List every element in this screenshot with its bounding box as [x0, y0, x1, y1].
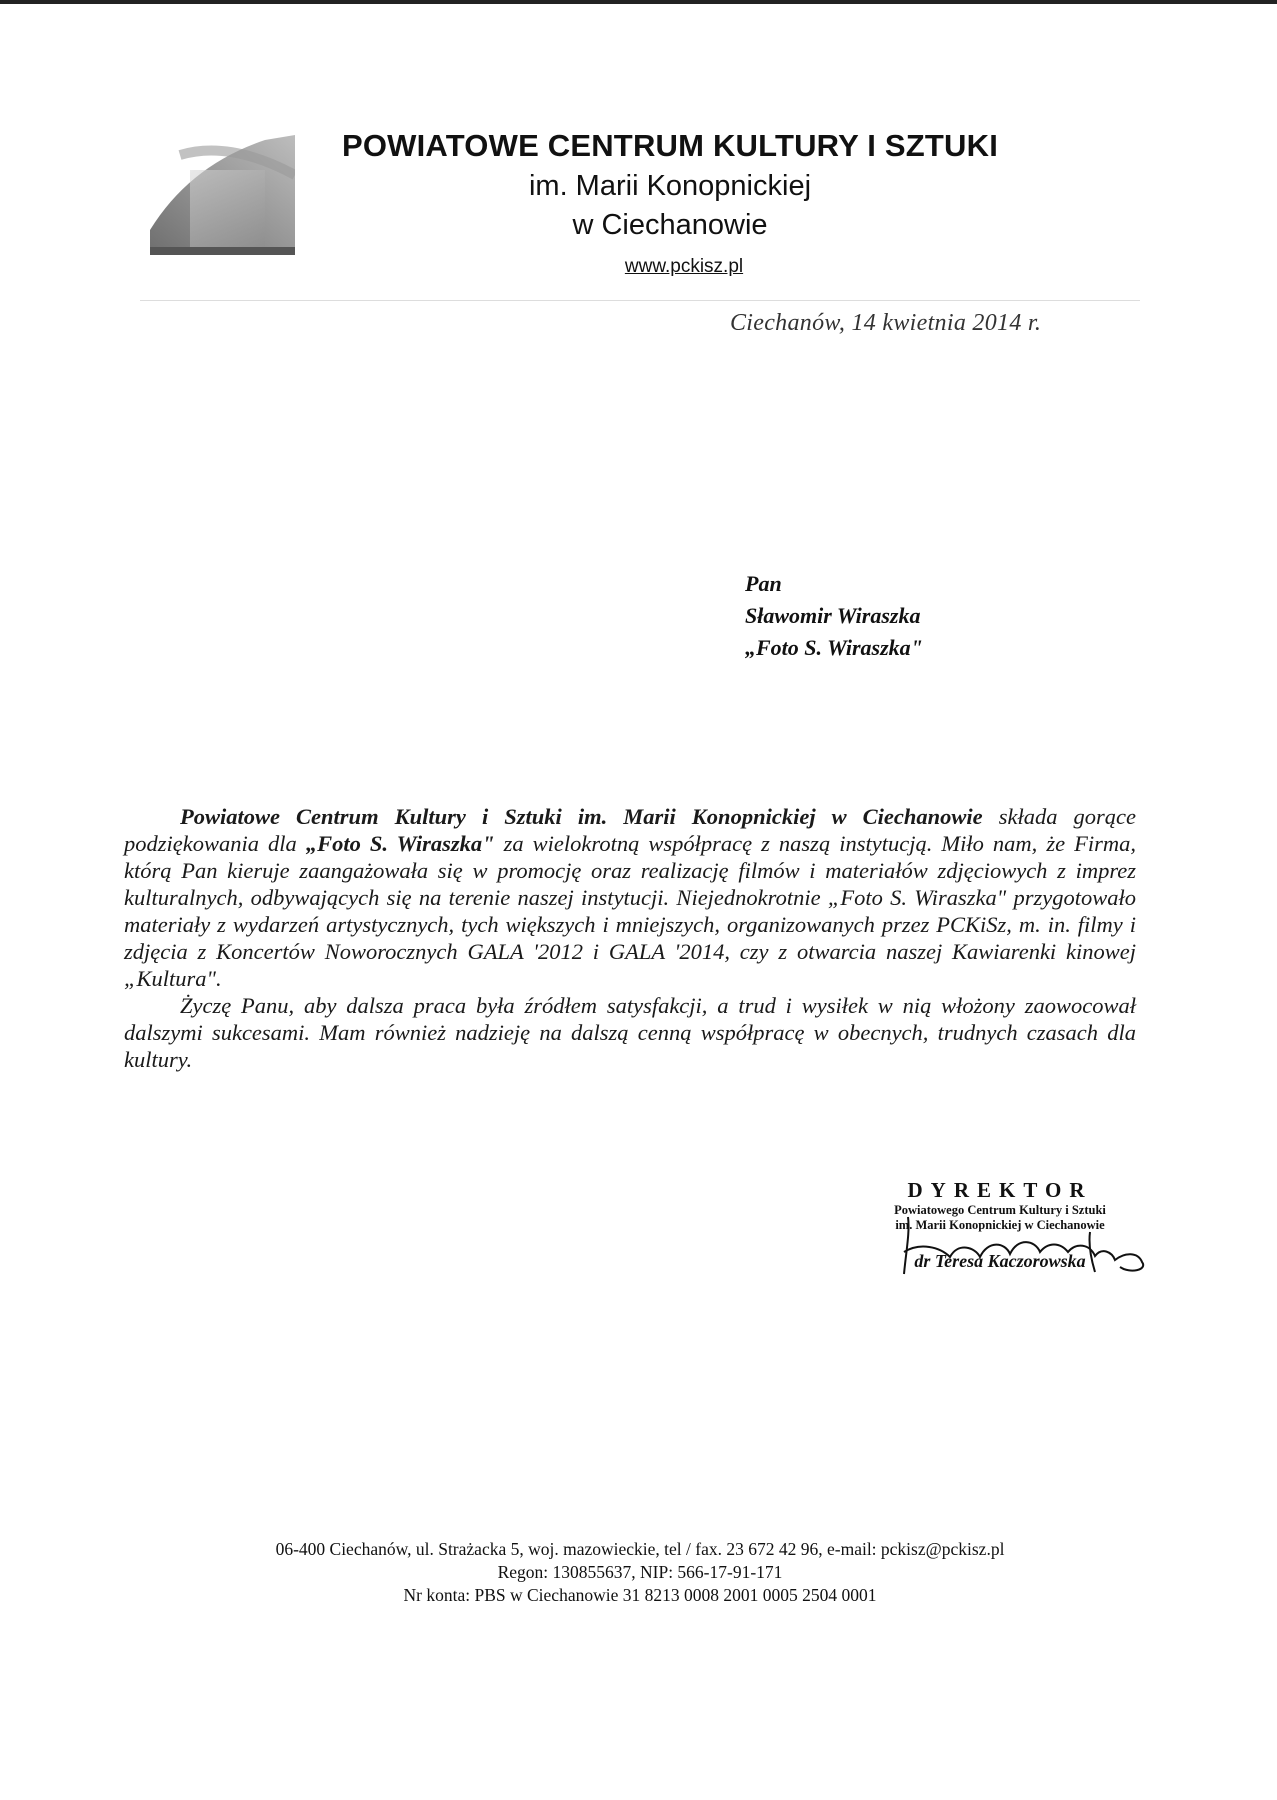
body-company-name: „Foto S. Wiraszka": [305, 831, 495, 856]
letterhead: [290, 128, 1050, 278]
footer-address: 06-400 Ciechanów, ul. Strażacka 5, woj. mazowieckie, tel / fax. 23 672 42 96, e-mail: pckisz@pckisz.pl: [275, 1539, 1005, 1559]
header-divider: [140, 300, 1140, 301]
letter-date: Ciechanów, 14 kwietnia 2014 r.: [730, 310, 1042, 336]
body-text-b: za wielokrotną współpracę z naszą instytucją. Miło nam, że Firma, którą Pan kieruje zaangażowała się w promocję oraz realizację filmów i materiałów zdjęciowych z imprez kulturalnych, odbywających się na terenie naszej instytucji. Niejednokrotnie „Foto S. Wiraszka" przygotowało materiały z wydarzeń artystycznych, tych większych i mniejszych, organizowanych przez PCKiSz, m. in. filmy i zdjęcia z Koncertów Noworocznych GALA '2012 i GALA '2014, czy z otwarcia naszej Kawiarenki kinowej „Kultura".: [124, 831, 1136, 991]
signature-title: DYREKTOR: [907, 1178, 1093, 1202]
org-website-link[interactable]: www.pckisz.pl: [624, 256, 744, 277]
recipient-salutation: Pan: [745, 571, 782, 596]
recipient-name: Sławomir Wiraszka: [745, 603, 921, 628]
body-text-a: składa gorące podziękowania dla: [124, 804, 1136, 856]
signature-name: dr Teresa Kaczorowska: [914, 1251, 1086, 1271]
pckisz-logo: [150, 135, 295, 255]
signature-org-line-1: Powiatowego Centrum Kultury i Sztuki: [894, 1203, 1106, 1217]
letter-body: [124, 803, 1136, 1073]
footer-registry: Regon: 130855637, NIP: 566-17-91-171: [497, 1562, 783, 1582]
body-paragraph-1: [124, 803, 1136, 992]
letter-footer: [120, 1538, 1160, 1607]
page-top-border: [0, 0, 1277, 4]
recipient-block: [745, 568, 923, 664]
org-city: w Ciechanowie: [572, 209, 768, 241]
signature-org-line-2: im. Marii Konopnickiej w Ciechanowie: [895, 1218, 1105, 1232]
body-lead-org: Powiatowe Centrum Kultury i Sztuki im. Marii Konopnickiej w Ciechanowie: [180, 804, 983, 829]
footer-bank-account: Nr konta: PBS w Ciechanowie 31 8213 0008 2001 0005 2504 0001: [403, 1585, 877, 1605]
body-paragraph-2: Życzę Panu, aby dalsza praca była źródłem satysfakcji, a trud i wysiłek w nią włożony zaowocował dalszymi sukcesami. Mam również nadzieję na dalszą cenną współpracę w obecnych, trudnych czasach dla kultury.: [124, 993, 1136, 1072]
org-patron: im. Marii Konopnickiej: [528, 170, 812, 202]
org-name: POWIATOWE CENTRUM KULTURY I SZTUKI: [341, 128, 999, 163]
handwritten-signature: [880, 1212, 1160, 1282]
recipient-company: „Foto S. Wiraszka": [745, 635, 923, 660]
